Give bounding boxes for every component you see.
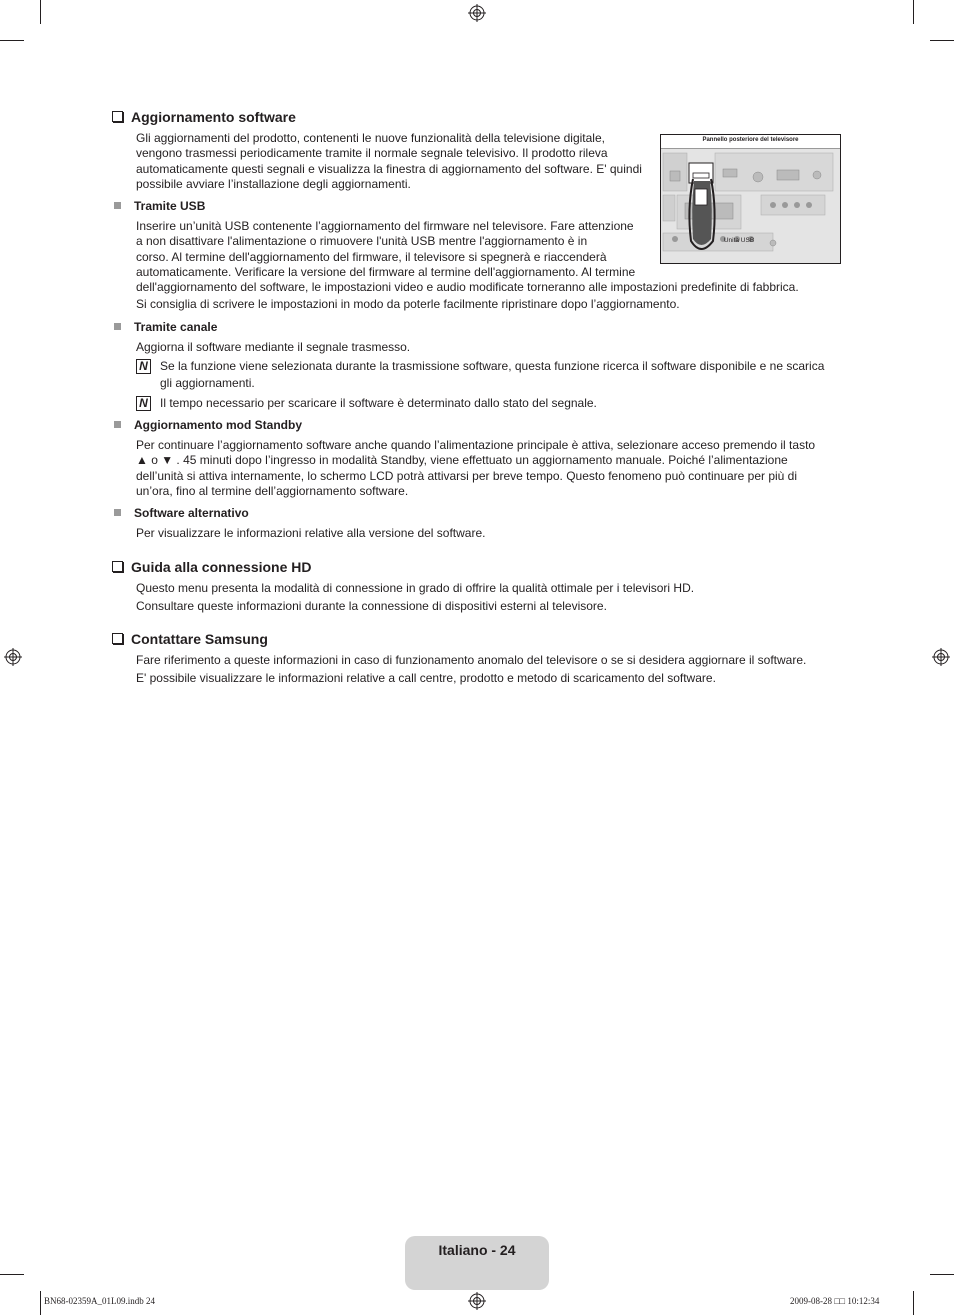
intro-paragraph: Gli aggiornamenti del prodotto, contenenti le nuove funzionalità della televisione digitale, vengono trasmessi periodicamente tramite il normale segnale televisivo. Il prodotto rileva automaticamente questi segnali e visualizza la finestra di aggiornamento del software. E' quindi possibile avviare l’installazione degli aggiornamenti. — [136, 131, 642, 191]
print-datetime: 2009-08-28 □□ 10:12:34 — [790, 1296, 880, 1306]
square-bullet-icon — [114, 323, 121, 330]
standby-paragraph: Per continuare l’aggiornamento software anche quando l’alimentazione principale è attiva, selezionare acceso premendo il tasto ▲ o ▼ . 45 minuti dopo l’ingresso in modalità Standby, viene effettuato un aggiornamento manuale. Poiché l’alimentazione dell’unità si attiva internamente, lo schermo LCD potrà attivarsi per breve tempo. Questo fenomeno può continuare per più di un’ora, fino al termine dell’aggiornamento software. — [136, 438, 816, 498]
crop-mark — [0, 1274, 24, 1275]
channel-paragraph: Aggiorna il software mediante il segnale trasmesso. — [136, 340, 411, 354]
crop-mark — [930, 40, 954, 41]
crop-mark — [913, 0, 914, 24]
square-bullet-icon — [114, 202, 121, 209]
crosshair-circle-icon — [932, 648, 950, 666]
section-heading-contact: Contattare Samsung — [112, 631, 268, 647]
contact-paragraph: Fare riferimento a queste informazioni in caso di funzionamento anomalo del televisore o se si desidera aggiornare il software. E' possibile visualizzare le informazioni relative a call centre, prodotto e metodo di scaricamento del software. — [136, 653, 807, 685]
figure-caption: Pannello posteriore del televisore — [702, 137, 799, 143]
subheading-usb: Tramite USB — [114, 199, 205, 213]
usb-paragraph: Inserire un’unità USB contenente l’aggiornamento del firmware nel televisore. Fare attenzione a non disattivare l'alimentazione o rimuovere l'unità USB mentre l'aggiornamento è in corso. Al termine dell'aggiornamento del firmware, il televisore si spegnerà e riaccenderà automaticamente. Verificare la versione del firmware al termine dell'aggiornamento. Al termine dell'aggiornamento del software, le impostazioni video e audio modificate torneranno alle impostazioni predefinite di fabbrica. Si consiglia di scrivere le impostazioni in modo da poterle facilmente ripristinare dopo l’aggiornamento. — [136, 219, 799, 312]
subheading-channel: Tramite canale — [114, 320, 217, 334]
crosshair-circle-icon — [4, 648, 22, 666]
section-heading-software-update: Aggiornamento software — [112, 109, 296, 125]
crop-mark — [0, 40, 24, 41]
subheading-alternative: Software alternativo — [114, 506, 249, 520]
checkbox-icon — [112, 561, 123, 572]
crop-mark — [913, 1291, 914, 1315]
note-icon: N — [136, 396, 151, 411]
crosshair-circle-icon — [468, 4, 486, 22]
subheading-standby: Aggiornamento mod Standby — [114, 418, 302, 432]
note-2: N Il tempo necessario per scaricare il software è determinato dallo stato del segnale. — [136, 395, 846, 412]
section-heading-hd-guide: Guida alla connessione HD — [112, 559, 312, 575]
crop-mark — [40, 0, 41, 24]
square-bullet-icon — [114, 509, 121, 516]
note-icon: N — [136, 359, 151, 374]
square-bullet-icon — [114, 421, 121, 428]
hd-guide-paragraph: Questo menu presenta la modalità di connessione in grado di offrire la qualità ottimale per i televisori HD. Consultare queste informazioni durante la connessione di dispositivi esterni al televisore. — [136, 581, 695, 613]
page-number: Italiano - 24 — [438, 1242, 516, 1258]
usb-drive-label: Unità USB — [723, 237, 755, 244]
checkbox-icon — [112, 633, 123, 644]
note-1: N Se la funzione viene selezionata durante la trasmissione software, questa funzione ricerca il software disponibile e ne scarica gli aggiornamenti. — [136, 358, 846, 392]
checkbox-icon — [112, 111, 123, 122]
crop-mark — [40, 1291, 41, 1315]
crosshair-circle-icon — [468, 1292, 486, 1310]
file-name: BN68-02359A_01L09.indb 24 — [44, 1296, 155, 1306]
crop-mark — [930, 1274, 954, 1275]
alternative-paragraph: Per visualizzare le informazioni relative alla versione del software. — [136, 526, 486, 540]
